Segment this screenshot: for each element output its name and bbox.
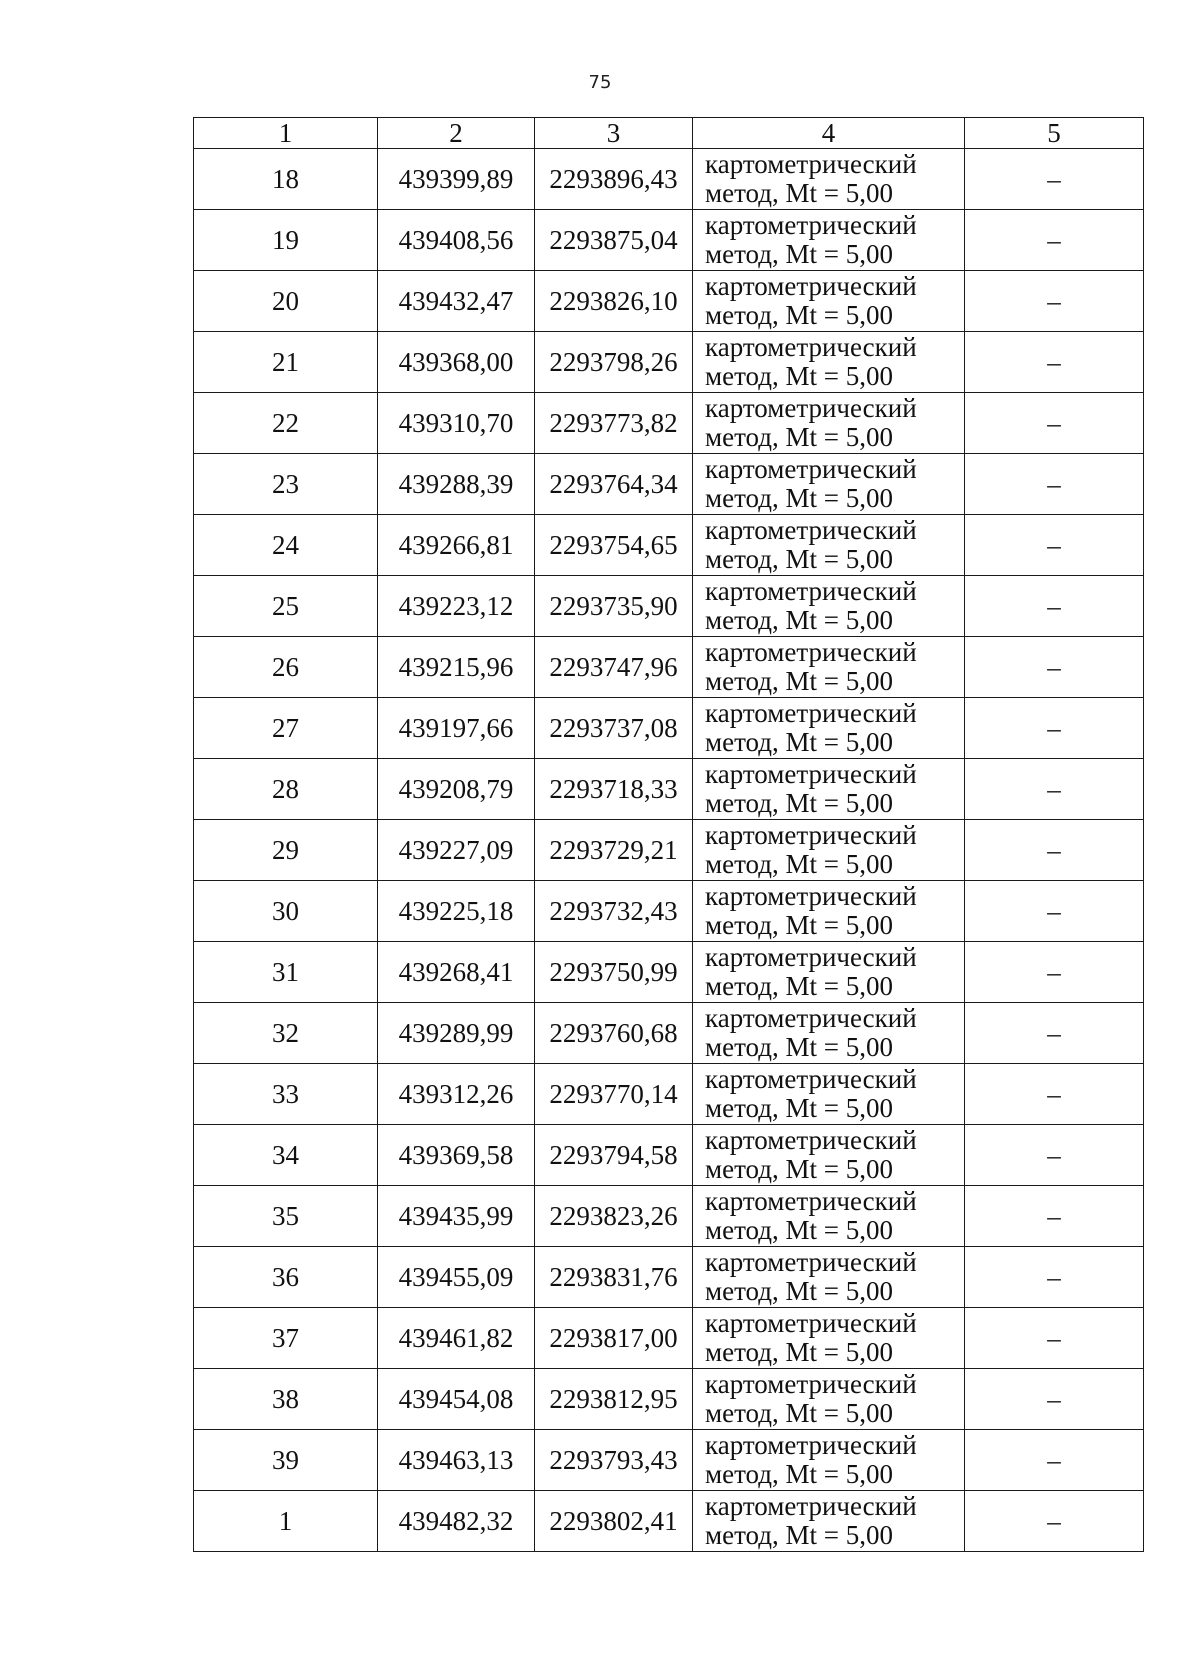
x-coordinate-cell: 439268,41	[378, 942, 535, 1003]
method-accuracy: метод, Mt = 5,00	[705, 910, 893, 940]
table-row	[194, 1125, 1144, 1186]
y-coordinate-cell: 2293747,96	[535, 637, 693, 698]
point-number-cell: 39	[194, 1430, 378, 1491]
x-coordinate-cell: 439310,70	[378, 393, 535, 454]
x-coordinate-cell: 439289,99	[378, 1003, 535, 1064]
table-row	[194, 1186, 1144, 1247]
method-accuracy: метод, Mt = 5,00	[705, 849, 893, 879]
y-coordinate-cell: 2293770,14	[535, 1064, 693, 1125]
method-accuracy: метод, Mt = 5,00	[705, 361, 893, 391]
table-row	[194, 1003, 1144, 1064]
method-cell	[693, 1003, 965, 1064]
method-accuracy: метод, Mt = 5,00	[705, 1154, 893, 1184]
x-coordinate-cell: 439399,89	[378, 149, 535, 210]
table-row	[194, 820, 1144, 881]
note-cell: –	[965, 759, 1144, 820]
y-coordinate-cell: 2293737,08	[535, 698, 693, 759]
method-cell	[693, 881, 965, 942]
y-coordinate-cell: 2293812,95	[535, 1369, 693, 1430]
point-number-cell: 29	[194, 820, 378, 881]
point-number-cell: 26	[194, 637, 378, 698]
method-accuracy: метод, Mt = 5,00	[705, 544, 893, 574]
x-coordinate-cell: 439435,99	[378, 1186, 535, 1247]
method-accuracy: метод, Mt = 5,00	[705, 605, 893, 635]
y-coordinate-cell: 2293732,43	[535, 881, 693, 942]
x-coordinate-cell: 439197,66	[378, 698, 535, 759]
table-row	[194, 210, 1144, 271]
x-coordinate-cell: 439288,39	[378, 454, 535, 515]
method-accuracy: метод, Mt = 5,00	[705, 727, 893, 757]
method-cell	[693, 1369, 965, 1430]
method-accuracy: метод, Mt = 5,00	[705, 971, 893, 1001]
note-cell: –	[965, 1125, 1144, 1186]
note-cell: –	[965, 1491, 1144, 1552]
method-cell	[693, 1308, 965, 1369]
header-col-3: 3	[535, 118, 693, 149]
method-accuracy: метод, Mt = 5,00	[705, 666, 893, 696]
point-number-cell: 37	[194, 1308, 378, 1369]
y-coordinate-cell: 2293802,41	[535, 1491, 693, 1552]
method-name: картометрический	[705, 820, 917, 850]
y-coordinate-cell: 2293773,82	[535, 393, 693, 454]
method-cell	[693, 576, 965, 637]
y-coordinate-cell: 2293718,33	[535, 759, 693, 820]
point-number-cell: 35	[194, 1186, 378, 1247]
method-name: картометрический	[705, 1247, 917, 1277]
method-cell	[693, 759, 965, 820]
note-cell: –	[965, 149, 1144, 210]
method-name: картометрический	[705, 332, 917, 362]
note-cell: –	[965, 1247, 1144, 1308]
point-number-cell: 28	[194, 759, 378, 820]
method-cell	[693, 942, 965, 1003]
note-cell: –	[965, 393, 1144, 454]
table-row	[194, 332, 1144, 393]
x-coordinate-cell: 439463,13	[378, 1430, 535, 1491]
method-cell	[693, 454, 965, 515]
point-number-cell: 25	[194, 576, 378, 637]
method-accuracy: метод, Mt = 5,00	[705, 422, 893, 452]
note-cell: –	[965, 820, 1144, 881]
note-cell: –	[965, 881, 1144, 942]
x-coordinate-cell: 439455,09	[378, 1247, 535, 1308]
note-cell: –	[965, 1369, 1144, 1430]
method-cell	[693, 271, 965, 332]
method-name: картометрический	[705, 1369, 917, 1399]
point-number-cell: 27	[194, 698, 378, 759]
y-coordinate-cell: 2293760,68	[535, 1003, 693, 1064]
method-cell	[693, 1186, 965, 1247]
table-row	[194, 271, 1144, 332]
method-name: картометрический	[705, 1430, 917, 1460]
method-name: картометрический	[705, 454, 917, 484]
point-number-cell: 1	[194, 1491, 378, 1552]
note-cell: –	[965, 942, 1144, 1003]
y-coordinate-cell: 2293754,65	[535, 515, 693, 576]
method-name: картометрический	[705, 210, 917, 240]
method-cell	[693, 637, 965, 698]
method-name: картометрический	[705, 1003, 917, 1033]
x-coordinate-cell: 439432,47	[378, 271, 535, 332]
note-cell: –	[965, 637, 1144, 698]
table-row	[194, 1491, 1144, 1552]
table-row	[194, 454, 1144, 515]
note-cell: –	[965, 271, 1144, 332]
method-name: картометрический	[705, 515, 917, 545]
point-number-cell: 31	[194, 942, 378, 1003]
x-coordinate-cell: 439266,81	[378, 515, 535, 576]
y-coordinate-cell: 2293875,04	[535, 210, 693, 271]
header-col-4: 4	[693, 118, 965, 149]
table-row	[194, 1247, 1144, 1308]
method-name: картометрический	[705, 759, 917, 789]
method-cell	[693, 332, 965, 393]
note-cell: –	[965, 1064, 1144, 1125]
method-name: картометрический	[705, 1064, 917, 1094]
y-coordinate-cell: 2293794,58	[535, 1125, 693, 1186]
method-cell	[693, 1247, 965, 1308]
table-row	[194, 759, 1144, 820]
point-number-cell: 21	[194, 332, 378, 393]
method-name: картометрический	[705, 1125, 917, 1155]
table-row	[194, 637, 1144, 698]
method-cell	[693, 1491, 965, 1552]
header-col-2: 2	[378, 118, 535, 149]
point-number-cell: 22	[194, 393, 378, 454]
y-coordinate-cell: 2293823,26	[535, 1186, 693, 1247]
method-name: картометрический	[705, 1186, 917, 1216]
method-name: картометрический	[705, 881, 917, 911]
method-cell	[693, 149, 965, 210]
y-coordinate-cell: 2293817,00	[535, 1308, 693, 1369]
method-accuracy: метод, Mt = 5,00	[705, 483, 893, 513]
method-accuracy: метод, Mt = 5,00	[705, 178, 893, 208]
y-coordinate-cell: 2293735,90	[535, 576, 693, 637]
x-coordinate-cell: 439215,96	[378, 637, 535, 698]
method-accuracy: метод, Mt = 5,00	[705, 1520, 893, 1550]
y-coordinate-cell: 2293764,34	[535, 454, 693, 515]
table-body	[194, 149, 1144, 1552]
note-cell: –	[965, 1003, 1144, 1064]
x-coordinate-cell: 439227,09	[378, 820, 535, 881]
note-cell: –	[965, 515, 1144, 576]
table-row	[194, 942, 1144, 1003]
x-coordinate-cell: 439225,18	[378, 881, 535, 942]
point-number-cell: 36	[194, 1247, 378, 1308]
method-cell	[693, 393, 965, 454]
table-row	[194, 149, 1144, 210]
note-cell: –	[965, 698, 1144, 759]
table-row	[194, 393, 1144, 454]
point-number-cell: 38	[194, 1369, 378, 1430]
table-row	[194, 1369, 1144, 1430]
x-coordinate-cell: 439208,79	[378, 759, 535, 820]
table-row	[194, 698, 1144, 759]
method-name: картометрический	[705, 149, 917, 179]
x-coordinate-cell: 439369,58	[378, 1125, 535, 1186]
y-coordinate-cell: 2293750,99	[535, 942, 693, 1003]
method-name: картометрический	[705, 1308, 917, 1338]
page-number: 75	[588, 72, 612, 93]
method-name: картометрический	[705, 637, 917, 667]
point-number-cell: 33	[194, 1064, 378, 1125]
method-name: картометрический	[705, 393, 917, 423]
note-cell: –	[965, 1308, 1144, 1369]
x-coordinate-cell: 439368,00	[378, 332, 535, 393]
method-accuracy: метод, Mt = 5,00	[705, 239, 893, 269]
point-number-cell: 20	[194, 271, 378, 332]
x-coordinate-cell: 439408,56	[378, 210, 535, 271]
note-cell: –	[965, 454, 1144, 515]
point-number-cell: 23	[194, 454, 378, 515]
y-coordinate-cell: 2293798,26	[535, 332, 693, 393]
method-cell	[693, 1125, 965, 1186]
y-coordinate-cell: 2293826,10	[535, 271, 693, 332]
note-cell: –	[965, 1430, 1144, 1491]
point-number-cell: 32	[194, 1003, 378, 1064]
table-row	[194, 576, 1144, 637]
method-accuracy: метод, Mt = 5,00	[705, 1459, 893, 1489]
y-coordinate-cell: 2293831,76	[535, 1247, 693, 1308]
point-number-cell: 30	[194, 881, 378, 942]
header-row	[194, 118, 1144, 149]
method-name: картометрический	[705, 698, 917, 728]
method-accuracy: метод, Mt = 5,00	[705, 1337, 893, 1367]
method-accuracy: метод, Mt = 5,00	[705, 1215, 893, 1245]
note-cell: –	[965, 1186, 1144, 1247]
method-accuracy: метод, Mt = 5,00	[705, 1398, 893, 1428]
table-row	[194, 1308, 1144, 1369]
method-cell	[693, 698, 965, 759]
note-cell: –	[965, 576, 1144, 637]
header-col-1: 1	[194, 118, 378, 149]
table-row	[194, 515, 1144, 576]
y-coordinate-cell: 2293729,21	[535, 820, 693, 881]
method-cell	[693, 1064, 965, 1125]
x-coordinate-cell: 439312,26	[378, 1064, 535, 1125]
method-name: картометрический	[705, 576, 917, 606]
method-accuracy: метод, Mt = 5,00	[705, 1093, 893, 1123]
method-accuracy: метод, Mt = 5,00	[705, 300, 893, 330]
y-coordinate-cell: 2293793,43	[535, 1430, 693, 1491]
x-coordinate-cell: 439482,32	[378, 1491, 535, 1552]
header-col-5: 5	[965, 118, 1144, 149]
method-name: картометрический	[705, 942, 917, 972]
x-coordinate-cell: 439454,08	[378, 1369, 535, 1430]
method-cell	[693, 1430, 965, 1491]
point-number-cell: 34	[194, 1125, 378, 1186]
x-coordinate-cell: 439223,12	[378, 576, 535, 637]
method-accuracy: метод, Mt = 5,00	[705, 1032, 893, 1062]
point-number-cell: 18	[194, 149, 378, 210]
point-number-cell: 19	[194, 210, 378, 271]
point-number-cell: 24	[194, 515, 378, 576]
coordinates-table	[193, 117, 1144, 1552]
method-cell	[693, 210, 965, 271]
method-cell	[693, 820, 965, 881]
method-cell	[693, 515, 965, 576]
method-accuracy: метод, Mt = 5,00	[705, 1276, 893, 1306]
table-row	[194, 881, 1144, 942]
note-cell: –	[965, 210, 1144, 271]
table-row	[194, 1064, 1144, 1125]
y-coordinate-cell: 2293896,43	[535, 149, 693, 210]
method-name: картометрический	[705, 271, 917, 301]
x-coordinate-cell: 439461,82	[378, 1308, 535, 1369]
table-header	[194, 118, 1144, 149]
note-cell: –	[965, 332, 1144, 393]
table-row	[194, 1430, 1144, 1491]
method-accuracy: метод, Mt = 5,00	[705, 788, 893, 818]
method-name: картометрический	[705, 1491, 917, 1521]
